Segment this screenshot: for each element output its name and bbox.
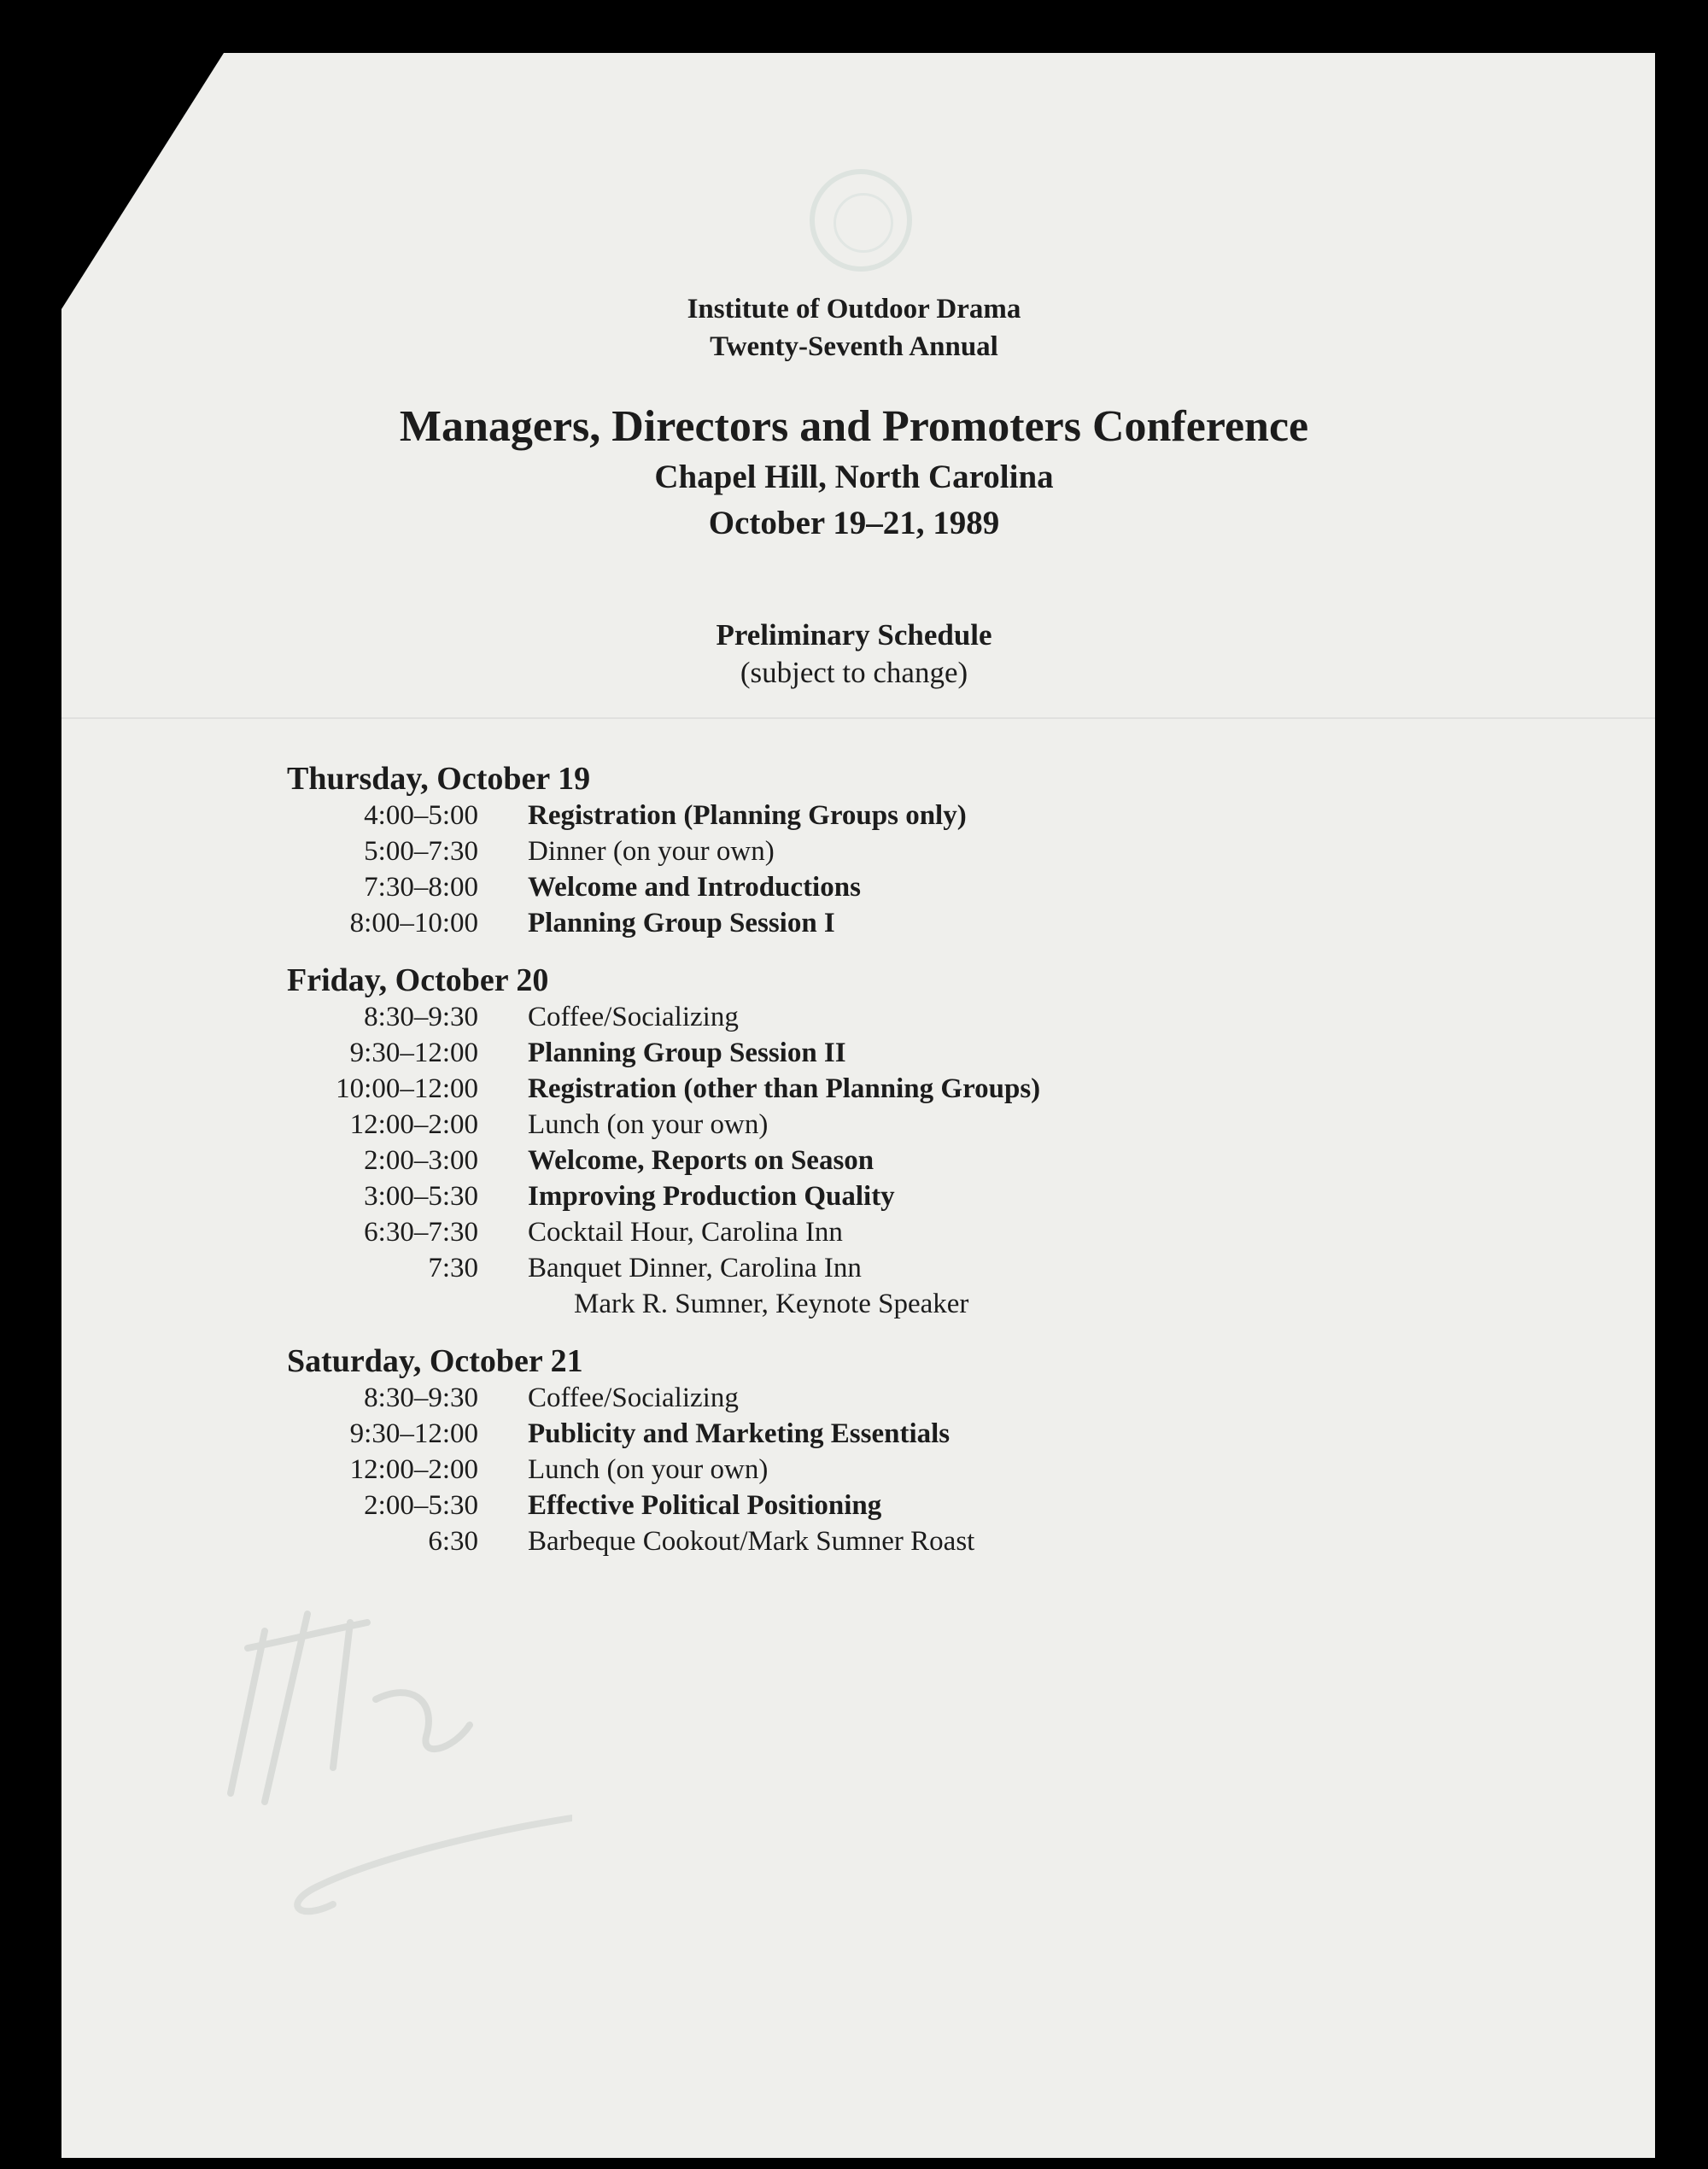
schedule-time: 8:00–10:00 [349, 908, 478, 938]
schedule-time: 6:30–7:30 [364, 1217, 478, 1248]
schedule [287, 760, 1041, 1580]
day-heading: Friday, October 20 [287, 962, 549, 998]
institute-name: Institute of Outdoor Drama [687, 294, 1021, 324]
schedule-row [287, 1035, 846, 1071]
institute-header [0, 290, 1708, 365]
schedule-row [287, 1416, 951, 1452]
schedule-time: 7:30 [428, 1253, 478, 1283]
keynote-speaker-note: Mark R. Sumner, Keynote Speaker [574, 1289, 969, 1319]
signature-bleedthrough [214, 1597, 572, 1921]
schedule-event: Welcome, Reports on Season [528, 1145, 874, 1176]
schedule-row [287, 1452, 769, 1488]
schedule-event: Registration (Planning Groups only) [528, 800, 967, 831]
schedule-time: 9:30–12:00 [349, 1038, 478, 1068]
schedule-event: Lunch (on your own) [528, 1454, 769, 1485]
schedule-time: 4:00–5:00 [364, 800, 478, 831]
day-heading: Thursday, October 19 [287, 761, 591, 797]
day-heading: Saturday, October 21 [287, 1343, 583, 1379]
schedule-title: Preliminary Schedule [716, 618, 992, 652]
schedule-time: 3:00–5:30 [364, 1181, 478, 1212]
schedule-event: Welcome and Introductions [528, 872, 861, 903]
schedule-time: 8:30–9:30 [364, 1383, 478, 1413]
schedule-time: 12:00–2:00 [349, 1109, 478, 1140]
schedule-row [287, 1250, 862, 1286]
day-thursday [287, 760, 967, 941]
schedule-row [287, 798, 967, 833]
schedule-event: Planning Group Session I [528, 908, 835, 938]
conference-location: Chapel Hill, North Carolina [654, 459, 1054, 495]
schedule-time: 7:30–8:00 [364, 872, 478, 903]
schedule-event: Publicity and Marketing Essentials [528, 1418, 951, 1449]
schedule-row [287, 833, 775, 869]
annual-label: Twenty-Seventh Annual [710, 331, 998, 362]
schedule-time: 6:30 [428, 1526, 478, 1557]
schedule-subnote-row [287, 1286, 969, 1322]
schedule-row [287, 1380, 739, 1416]
university-seal-watermark [810, 169, 912, 272]
schedule-row [287, 1214, 843, 1250]
schedule-event: Improving Production Quality [528, 1181, 895, 1212]
schedule-event: Registration (other than Planning Groups) [528, 1073, 1041, 1104]
paper-fold-line [61, 717, 1655, 719]
schedule-subtitle: (subject to change) [740, 656, 968, 689]
schedule-row [287, 1488, 882, 1523]
schedule-event: Barbeque Cookout/Mark Sumner Roast [528, 1526, 975, 1557]
schedule-event: Dinner (on your own) [528, 836, 775, 867]
conference-dates: October 19–21, 1989 [708, 505, 1000, 541]
schedule-time: 5:00–7:30 [364, 836, 478, 867]
schedule-row [287, 1071, 1041, 1107]
schedule-row [287, 869, 861, 905]
schedule-row [287, 1143, 874, 1178]
conference-location-dates [0, 454, 1708, 547]
schedule-row [287, 905, 835, 941]
schedule-event: Coffee/Socializing [528, 1383, 739, 1413]
schedule-event: Coffee/Socializing [528, 1002, 739, 1032]
schedule-time: 9:30–12:00 [349, 1418, 478, 1449]
day-saturday [287, 1342, 975, 1559]
schedule-time: 12:00–2:00 [349, 1454, 478, 1485]
schedule-row [287, 1107, 769, 1143]
schedule-event: Lunch (on your own) [528, 1109, 769, 1140]
day-friday [287, 962, 1041, 1322]
schedule-row [287, 1523, 975, 1559]
schedule-event: Cocktail Hour, Carolina Inn [528, 1217, 843, 1248]
schedule-time: 2:00–3:00 [364, 1145, 478, 1176]
schedule-time: 8:30–9:30 [364, 1002, 478, 1032]
schedule-row [287, 999, 739, 1035]
schedule-row [287, 1178, 895, 1214]
schedule-time: 2:00–5:30 [364, 1490, 478, 1521]
schedule-event: Effective Political Positioning [528, 1490, 882, 1521]
schedule-event: Planning Group Session II [528, 1038, 846, 1068]
conference-title: Managers, Directors and Promoters Conference [399, 402, 1309, 451]
schedule-time: 10:00–12:00 [336, 1073, 478, 1104]
schedule-event: Banquet Dinner, Carolina Inn [528, 1253, 862, 1283]
